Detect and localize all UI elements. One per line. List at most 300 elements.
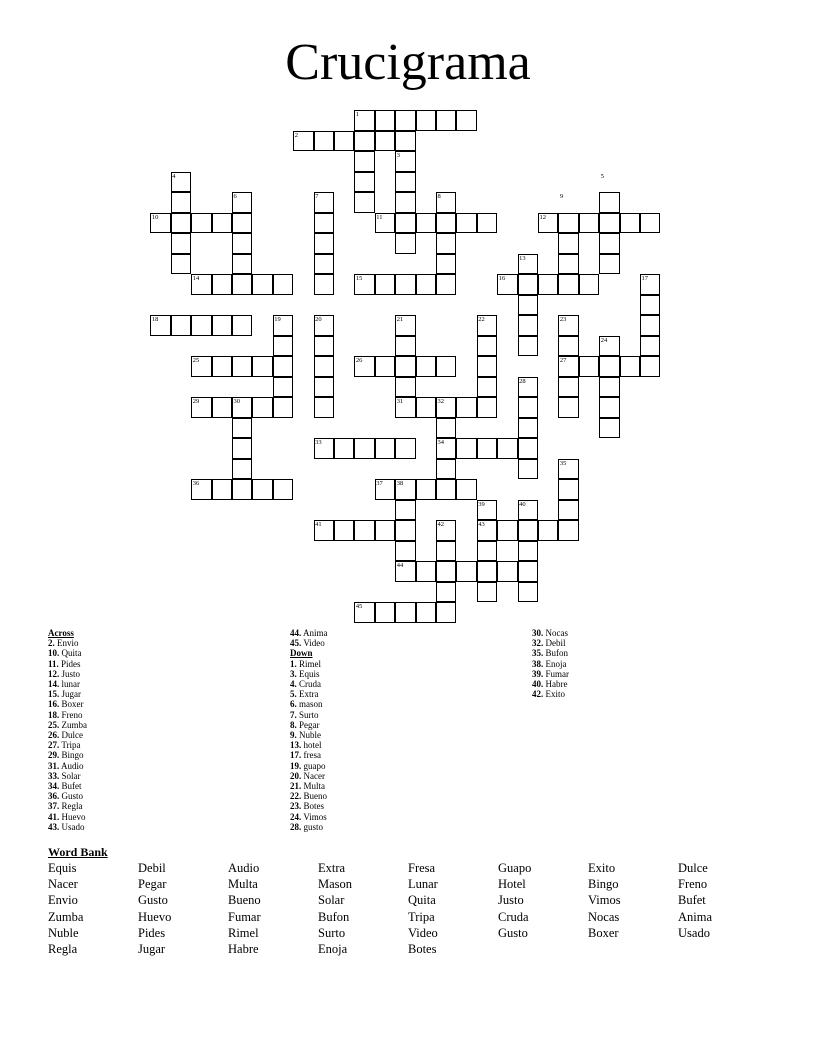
clue-text: Botes [303, 801, 325, 812]
word-bank-word: Usado [678, 925, 710, 940]
clue-number: 28. [290, 821, 302, 832]
crossword-cell[interactable] [354, 192, 374, 213]
crossword-cell[interactable] [395, 192, 415, 213]
crossword-cell[interactable] [314, 254, 334, 275]
clue-number: 40. [532, 679, 544, 690]
crossword-cell[interactable] [232, 438, 252, 459]
clue-number: 44. [290, 628, 302, 638]
crossword-cell[interactable] [518, 315, 538, 336]
crossword-cell[interactable] [191, 315, 211, 336]
crossword-cell[interactable] [456, 397, 476, 418]
crossword-cell[interactable] [599, 418, 619, 439]
crossword-cell[interactable] [558, 377, 578, 398]
crossword-cell[interactable] [416, 110, 436, 131]
crossword-cell[interactable] [640, 213, 660, 234]
clue-text: Equis [299, 668, 320, 679]
crossword-cell[interactable] [252, 479, 272, 500]
crossword-cell[interactable] [416, 274, 436, 295]
crossword-cell[interactable] [395, 110, 415, 131]
crossword-cell[interactable] [395, 438, 415, 459]
crossword-cell[interactable] [416, 561, 436, 582]
clue-number: 3. [290, 668, 297, 679]
crossword-cell[interactable] [232, 459, 252, 480]
clue-number: 29. [48, 750, 60, 761]
clue-text: Boxer [61, 699, 84, 710]
crossword-cell[interactable] [518, 397, 538, 418]
clue-number: 9. [290, 730, 297, 741]
clue-text: Debil [545, 638, 566, 649]
cell-number: 38 [396, 480, 404, 487]
clues-column-1 [48, 628, 87, 832]
clue-number: 25. [48, 719, 60, 730]
clue-text: Video [303, 638, 325, 649]
clue-text: Bingo [61, 750, 84, 761]
clue-text: Solar [61, 770, 81, 781]
clue-item [48, 761, 87, 771]
cell-number: 39 [478, 500, 485, 508]
word-bank-word: Surto [318, 925, 346, 940]
clue-item [290, 750, 328, 760]
crossword-cell[interactable] [375, 356, 395, 377]
clue-number: 17. [290, 750, 302, 761]
crossword-cell[interactable] [273, 336, 293, 357]
crossword-cell[interactable] [314, 131, 334, 152]
crossword-cell[interactable] [558, 500, 578, 521]
crossword-cell[interactable] [212, 479, 232, 500]
clue-number: 18. [48, 709, 60, 720]
crossword-cell[interactable] [599, 213, 619, 234]
clue-text: Pegar [299, 719, 320, 730]
word-bank-word: Mason [318, 877, 353, 892]
clue-text: Regla [61, 801, 83, 812]
cell-number: 24 [600, 336, 608, 344]
crossword-cell[interactable] [395, 500, 415, 521]
crossword-cell[interactable] [273, 274, 293, 295]
crossword-cell[interactable] [620, 213, 640, 234]
clue-text: mason [299, 699, 323, 710]
crossword-cell[interactable] [212, 274, 232, 295]
crossword-cell[interactable] [171, 233, 191, 254]
word-bank-word: Huevo [138, 909, 172, 924]
crossword-cell[interactable] [212, 213, 232, 234]
crossword-cell[interactable] [477, 438, 497, 459]
word-bank-word: Jugar [138, 942, 166, 956]
clue-text: Nuble [299, 730, 321, 741]
cell-number: 35 [559, 459, 567, 467]
clue-text: Nocas [545, 628, 568, 638]
clue-item [532, 638, 569, 648]
crossword-cell[interactable] [395, 336, 415, 357]
clue-item [532, 679, 569, 689]
crossword-cell[interactable] [436, 274, 456, 295]
crossword-cell[interactable] [436, 356, 456, 377]
clue-number: 31. [48, 760, 60, 771]
crossword-cell[interactable] [518, 336, 538, 357]
clue-text: Audio [61, 760, 84, 771]
clue-text: Pides [61, 658, 81, 669]
crossword-cell[interactable] [314, 397, 334, 418]
clue-number: 8. [290, 719, 297, 730]
crossword-cell[interactable] [273, 479, 293, 500]
crossword-cell[interactable] [579, 213, 599, 234]
crossword-cell[interactable] [558, 520, 578, 541]
crossword-cell[interactable] [395, 356, 415, 377]
word-bank-word: Anima [678, 909, 713, 924]
clue-number: 30. [532, 628, 544, 638]
cell-number: 15 [355, 275, 363, 282]
crossword-cell[interactable] [395, 274, 415, 295]
crossword-cell[interactable] [477, 213, 497, 234]
clue-item [532, 628, 569, 638]
crossword-cell[interactable] [395, 520, 415, 541]
crossword-cell[interactable] [558, 397, 578, 418]
clue-number: 33. [48, 770, 60, 781]
crossword-cell[interactable] [395, 131, 415, 152]
crossword-cell[interactable] [436, 110, 456, 131]
cell-number: 42 [437, 521, 444, 528]
crossword-cell[interactable] [497, 520, 517, 541]
crossword-cell[interactable] [232, 418, 252, 439]
crossword-cell[interactable] [171, 192, 191, 213]
crossword-cell[interactable] [477, 541, 497, 562]
crossword-cell[interactable] [314, 356, 334, 377]
crossword-cell[interactable] [314, 233, 334, 254]
crossword-cell[interactable] [273, 377, 293, 398]
crossword-cell[interactable] [171, 213, 191, 234]
crossword-cell[interactable] [456, 479, 476, 500]
crossword-cell[interactable] [436, 213, 456, 234]
clue-number: 43. [48, 821, 60, 832]
crossword-cell[interactable] [558, 233, 578, 254]
clue-item [290, 801, 328, 811]
clue-number: 20. [290, 770, 302, 781]
clue-item [48, 812, 87, 822]
crossword-cell[interactable] [599, 233, 619, 254]
crossword-cell[interactable] [334, 438, 354, 459]
crossword-cell[interactable] [518, 438, 538, 459]
crossword-cell[interactable] [436, 479, 456, 500]
clue-text: Tripa [61, 740, 81, 751]
crossword-cell[interactable] [395, 541, 415, 562]
crossword-cell[interactable] [558, 254, 578, 275]
crossword-cell[interactable] [191, 213, 211, 234]
crossword-cell[interactable] [375, 131, 395, 152]
crossword-cell[interactable] [416, 213, 436, 234]
crossword-cell[interactable] [436, 582, 456, 603]
cell-number: 2 [294, 131, 298, 139]
crossword-cell[interactable] [416, 602, 436, 623]
clue-item [290, 740, 328, 750]
word-bank-word: Tripa [408, 909, 435, 924]
cell-number: 12 [539, 213, 546, 221]
crossword-cell[interactable] [599, 356, 619, 377]
crossword-cell[interactable] [395, 377, 415, 398]
crossword-cell[interactable] [620, 356, 640, 377]
clue-text: Quita [61, 648, 82, 659]
cell-number: 19 [274, 316, 281, 323]
word-bank-word: Enoja [318, 942, 348, 956]
crossword-cell[interactable] [232, 233, 252, 254]
cell-number: 11 [376, 213, 383, 221]
crossword-cell[interactable] [599, 397, 619, 418]
clue-text: guapo [303, 760, 326, 771]
crossword-cell[interactable] [599, 377, 619, 398]
crossword-cell[interactable] [273, 356, 293, 377]
crossword-cell[interactable] [212, 356, 232, 377]
clue-text: Bueno [303, 791, 327, 802]
crossword-cell[interactable] [518, 295, 538, 316]
word-bank-word: Gusto [138, 893, 168, 908]
page-title: Crucigrama [285, 34, 531, 91]
crossword-cell[interactable] [640, 336, 660, 357]
clue-text: Justo [61, 668, 81, 679]
clue-number: 12. [48, 668, 60, 679]
crossword-cell[interactable] [314, 377, 334, 398]
clue-item [48, 679, 87, 689]
cell-number: 33 [315, 439, 322, 446]
clue-heading: Across [48, 628, 74, 638]
crossword-cell[interactable] [416, 356, 436, 377]
clue-number: 15. [48, 689, 60, 700]
clue-number: 23. [290, 801, 302, 812]
crossword-cell[interactable] [518, 274, 538, 295]
crossword-cell[interactable] [375, 520, 395, 541]
cell-number: 13 [519, 254, 526, 262]
clue-item [290, 659, 328, 669]
crossword-cell[interactable] [375, 274, 395, 295]
crossword-cell[interactable] [232, 479, 252, 500]
clue-item [532, 689, 569, 699]
word-bank-word: Extra [318, 861, 346, 875]
crossword-cell[interactable] [395, 233, 415, 254]
clues-column-3 [532, 628, 569, 699]
word-bank-word: Solar [318, 893, 345, 908]
clue-number: 24. [290, 811, 302, 822]
clue-item [290, 628, 328, 638]
crossword-cell[interactable] [395, 172, 415, 193]
crossword-cell[interactable] [477, 336, 497, 357]
crossword-cell[interactable] [314, 213, 334, 234]
clue-number: 21. [290, 781, 302, 792]
cell-number: 5 [600, 172, 604, 180]
clue-item [48, 781, 87, 791]
crossword-cell[interactable] [579, 356, 599, 377]
cell-number: 34 [437, 439, 444, 446]
crossword-cell[interactable] [436, 541, 456, 562]
clue-number: 34. [48, 781, 60, 792]
crossword-cell[interactable] [232, 274, 252, 295]
cell-number: 37 [376, 480, 383, 487]
crossword-cell[interactable] [477, 582, 497, 603]
crossword-cell[interactable] [436, 602, 456, 623]
crossword-cell[interactable] [354, 438, 374, 459]
cell-number: 9 [559, 193, 564, 200]
clue-number: 6. [290, 699, 297, 710]
clue-text: Bufon [545, 648, 568, 659]
cell-number: 16 [498, 275, 506, 282]
crossword-cell[interactable] [640, 315, 660, 336]
clue-item [290, 730, 328, 740]
crossword-cell[interactable] [558, 274, 578, 295]
crossword-cell[interactable] [334, 131, 354, 152]
cell-number: 29 [192, 398, 200, 405]
cell-number: 45 [355, 603, 363, 610]
clue-item [48, 669, 87, 679]
word-bank-word: Fumar [228, 909, 261, 924]
crossword-cell[interactable] [212, 315, 232, 336]
crossword-cell[interactable] [354, 172, 374, 193]
crossword-cell[interactable] [354, 151, 374, 172]
crossword-cell[interactable] [518, 561, 538, 582]
crossword-cell[interactable] [334, 520, 354, 541]
word-bank-word: Zumba [48, 909, 84, 924]
clue-item [290, 679, 328, 689]
crossword-cell[interactable] [497, 438, 517, 459]
cell-number: 41 [315, 521, 322, 528]
clue-text: Vimos [303, 811, 327, 822]
crossword-cell[interactable] [640, 295, 660, 316]
cell-number: 31 [396, 398, 404, 405]
crossword-cell[interactable] [456, 561, 476, 582]
crossword-cell[interactable] [518, 520, 538, 541]
crossword-cell[interactable] [456, 213, 476, 234]
crossword-cell[interactable] [558, 213, 578, 234]
crossword-cell[interactable] [354, 131, 374, 152]
clue-number: 35. [532, 648, 544, 659]
clue-number: 37. [48, 801, 60, 812]
crossword-cell[interactable] [416, 397, 436, 418]
clue-number: 7. [290, 709, 297, 720]
clue-text: Envio [57, 638, 79, 649]
word-bank-word: Video [408, 925, 438, 940]
clue-item [290, 669, 328, 679]
clue-number: 27. [48, 740, 60, 751]
clue-item [48, 659, 87, 669]
word-bank-word: Multa [228, 877, 258, 892]
crossword-cell[interactable] [436, 418, 456, 439]
crossword-cell[interactable] [375, 602, 395, 623]
crossword-cell[interactable] [171, 254, 191, 275]
clue-text: Zumba [61, 719, 87, 730]
crossword-cell[interactable] [599, 254, 619, 275]
clue-item [48, 710, 87, 720]
clue-item [48, 648, 87, 658]
crossword-cell[interactable] [232, 356, 252, 377]
clue-text: Dulce [61, 730, 83, 741]
cell-number: 32 [437, 398, 444, 405]
clue-text: Jugar [61, 689, 81, 700]
clue-number: 38. [532, 658, 544, 669]
word-bank-word: Debil [138, 861, 166, 875]
word-bank-word: Boxer [588, 925, 619, 940]
crossword-cell[interactable] [579, 274, 599, 295]
cell-number: 27 [559, 357, 567, 364]
crossword-cell[interactable] [171, 315, 191, 336]
crossword-cell[interactable] [273, 397, 293, 418]
crossword-cell[interactable] [436, 561, 456, 582]
crossword-cell[interactable] [477, 377, 497, 398]
cell-number: 43 [478, 521, 485, 528]
clue-number: 4. [290, 679, 297, 690]
clue-text: Extra [299, 689, 319, 700]
crossword-cell[interactable] [436, 233, 456, 254]
crossword-cell[interactable] [314, 336, 334, 357]
crossword-cell[interactable] [599, 192, 619, 213]
crossword-cell[interactable] [314, 274, 334, 295]
cell-number: 36 [192, 480, 200, 487]
word-bank-word: Nacer [48, 877, 78, 892]
clue-item [290, 638, 328, 648]
crossword-cell[interactable] [375, 438, 395, 459]
crossword-cell[interactable] [252, 397, 272, 418]
crossword-cell[interactable] [252, 274, 272, 295]
clue-number: 42. [532, 689, 544, 700]
clue-text: Bufet [61, 781, 82, 792]
word-bank-word: Freno [678, 877, 708, 892]
crossword-cell[interactable] [538, 274, 558, 295]
cell-number: 20 [315, 316, 322, 323]
clue-item [290, 720, 328, 730]
crossword-cell[interactable] [212, 397, 232, 418]
word-bank-word: Justo [498, 893, 524, 908]
crossword-cell[interactable] [558, 336, 578, 357]
clue-number: 2. [48, 638, 55, 649]
crossword-cell[interactable] [456, 438, 476, 459]
crossword-cell[interactable] [232, 213, 252, 234]
clue-number: 22. [290, 791, 302, 802]
crossword-cell[interactable] [232, 315, 252, 336]
crossword-cell[interactable] [416, 479, 436, 500]
clue-item [290, 689, 328, 699]
crossword-cell[interactable] [436, 459, 456, 480]
crossword-cell[interactable] [497, 561, 517, 582]
clue-item [290, 761, 328, 771]
crossword-cell[interactable] [456, 110, 476, 131]
clue-item [48, 801, 87, 811]
crossword-cell[interactable] [538, 520, 558, 541]
clue-item [290, 771, 328, 781]
word-bank-word: Botes [408, 942, 437, 956]
clue-text: Anima [303, 628, 328, 638]
word-bank-word: Pides [138, 925, 166, 940]
clue-item [532, 648, 569, 658]
clue-number: 41. [48, 811, 60, 822]
cell-number: 18 [151, 316, 159, 323]
cell-number: 40 [519, 500, 526, 508]
crossword-cell[interactable] [395, 213, 415, 234]
crossword-cell[interactable] [354, 520, 374, 541]
clue-number: 32. [532, 638, 544, 649]
crossword-cell[interactable] [477, 397, 497, 418]
word-bank-word: Nocas [588, 909, 620, 924]
clue-number: 14. [48, 679, 60, 690]
crossword-cell[interactable] [518, 541, 538, 562]
crossword-cell[interactable] [518, 582, 538, 603]
crossword-cell[interactable] [395, 602, 415, 623]
crossword-cell[interactable] [640, 356, 660, 377]
cell-number: 30 [233, 398, 240, 405]
crossword-cell[interactable] [518, 459, 538, 480]
crossword-cell[interactable] [436, 254, 456, 275]
crossword-cell[interactable] [477, 356, 497, 377]
crossword-cell[interactable] [477, 561, 497, 582]
crossword-cell[interactable] [518, 418, 538, 439]
clue-item [290, 781, 328, 791]
crossword-cell[interactable] [232, 254, 252, 275]
crossword-cell[interactable] [252, 356, 272, 377]
crossword-cell[interactable] [558, 479, 578, 500]
crossword-cell[interactable] [375, 110, 395, 131]
